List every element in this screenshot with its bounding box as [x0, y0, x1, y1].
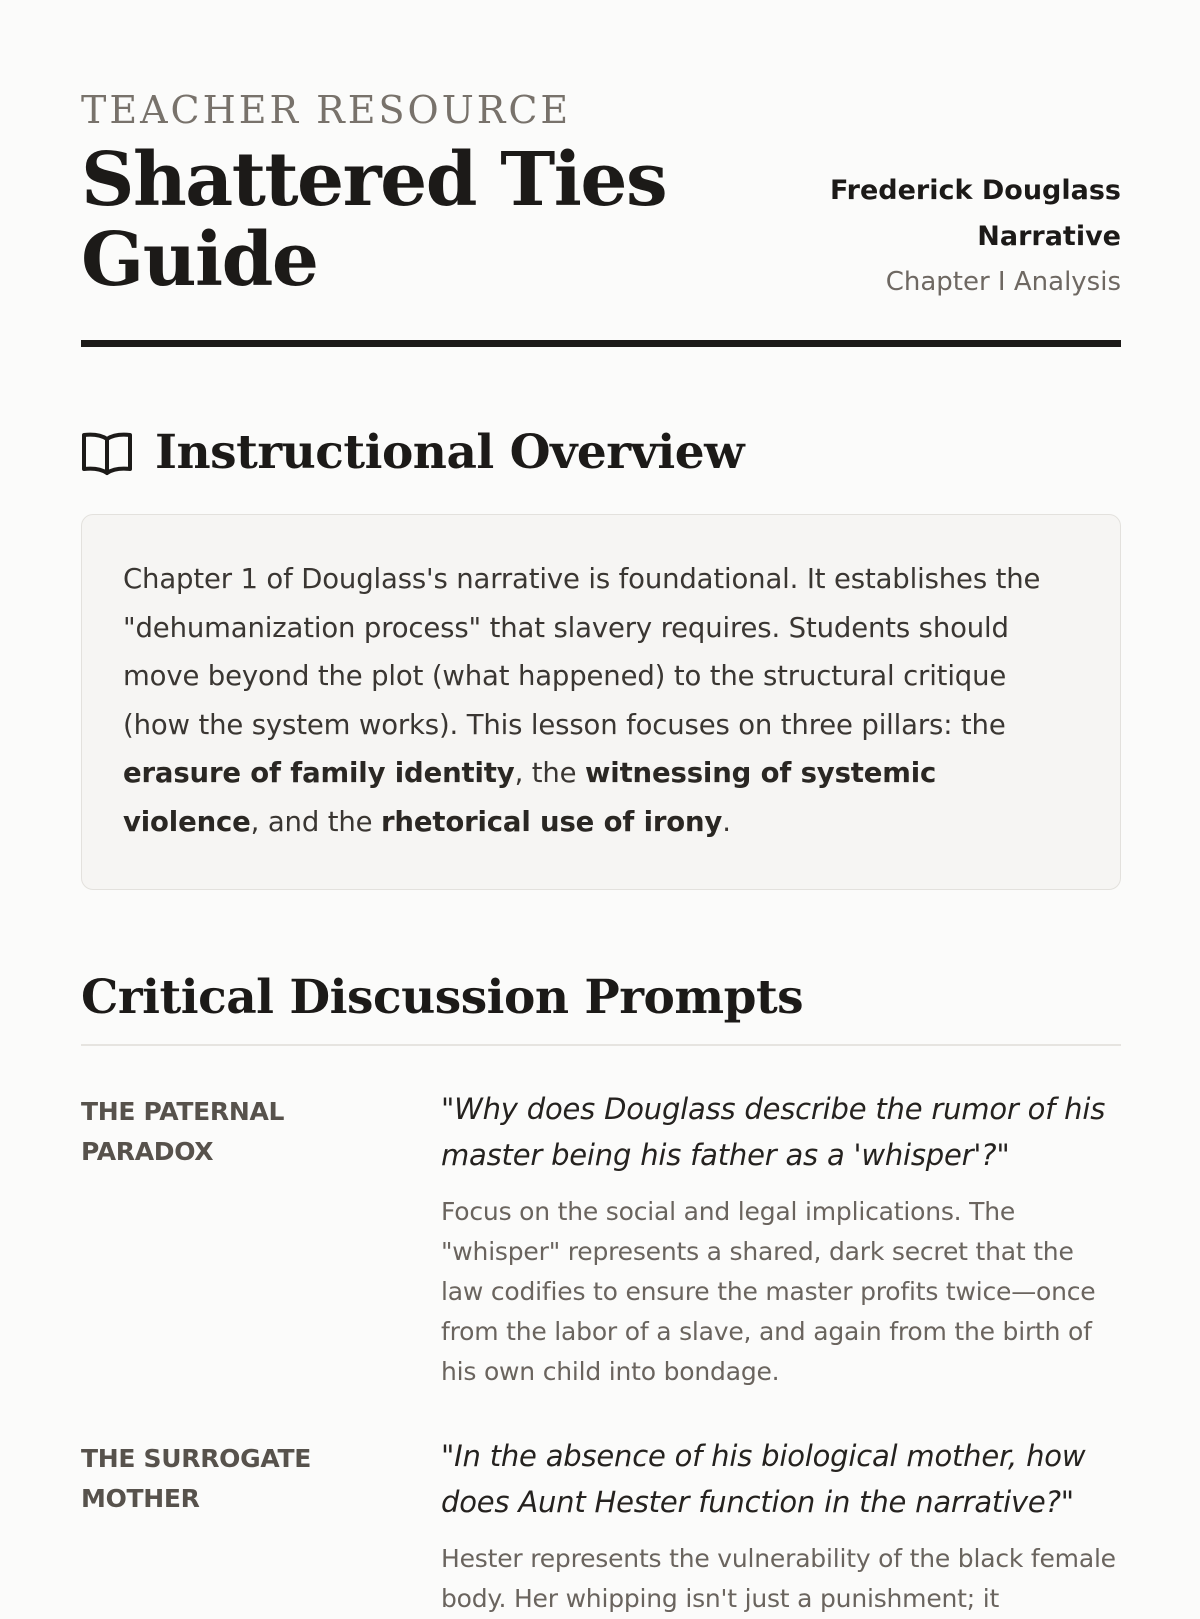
document-page — [81, 0, 1121, 1613]
overview-emphasis-family: erasure of family identity — [123, 757, 515, 789]
book-title: Frederick Douglass Narrative — [829, 175, 1121, 252]
overview-text-segment: , and the — [250, 805, 381, 838]
resource-eyebrow: TEACHER RESOURCE — [81, 88, 572, 132]
prompts-divider — [81, 1044, 1121, 1046]
prompt-note: Hester represents the vulnerability of the black female body. Her whipping isn't just a punishment; it — [441, 1544, 1116, 1613]
prompt-label: THE SURROGATE MOTHER — [81, 1444, 311, 1513]
overview-heading — [81, 425, 744, 481]
overview-card — [81, 514, 1121, 890]
overview-paragraph — [123, 555, 1080, 846]
overview-text-segment: . — [722, 805, 731, 838]
book-open-icon — [81, 429, 133, 477]
prompt-question: "In the absence of his biological mother, how does Aunt Hester function in the narrative?" — [441, 1439, 1086, 1519]
overview-emphasis-violence: witnessing of systemic violence — [123, 757, 937, 838]
prompt-note: Focus on the social and legal implications. The "whisper" represents a shared, dark secret that the law codifies to ensure the master profits twice—once from the labor of a slave, and again from the birth of his own child into bondage. — [441, 1197, 1096, 1386]
prompts-title: Critical Discussion Prompts — [81, 970, 804, 1025]
overview-emphasis-irony: rhetorical use of irony — [381, 805, 723, 838]
guide-meta — [791, 168, 1121, 304]
prompt-label: THE PATERNAL PARADOX — [81, 1097, 285, 1166]
overview-text-segment: Chapter 1 of Douglass's narrative is foundational. It establishes the "dehumanization process" that slavery requires. Students should move beyond the plot (what happened) to the structural critique (how the system works). This lesson focuses on three pillars: the — [123, 563, 1041, 741]
guide-title: Shattered Ties Guide — [81, 137, 667, 303]
prompt-question: "Why does Douglass describe the rumor of his master being his father as a 'whisper'?" — [441, 1092, 1106, 1172]
overview-text-segment: , the — [514, 757, 586, 789]
header-divider — [81, 340, 1121, 347]
guide-header — [81, 0, 1121, 348]
chapter-label: Chapter I Analysis — [885, 267, 1121, 297]
overview-title: Instructional Overview — [155, 425, 745, 480]
prompt-body — [441, 1433, 1121, 1619]
prompt-body — [441, 1086, 1121, 1392]
